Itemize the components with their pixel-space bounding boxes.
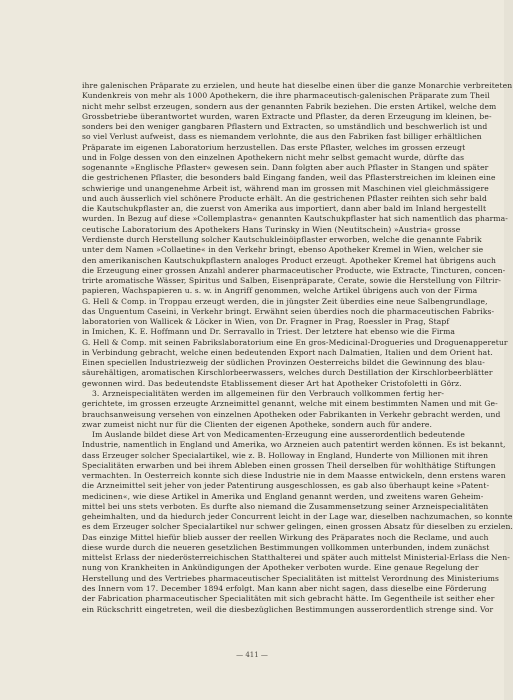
text-line: Präparate im eigenen Laboratorium herzustellen. Das erste Pflaster, welches im grossen erzeugt	[82, 142, 466, 152]
text-line: so viel Verlust aufweist, dass es niemandem verlohnte, die aus den Fabriken fast billiger erhältlichen	[82, 132, 482, 142]
text-line: mittelst Erlass der niederösterreichischen Statthalterei und später auch mittelst Ministerial-Erlass die Nen-	[82, 553, 510, 563]
text-line: papieren, Wachspapieren u. s. w. in Angriff genommen, welche Artikel übrigens auch von der Firma	[82, 286, 478, 296]
text-line: wurden. In Bezug auf diese »Collemplastra« genannten Kautschukpflaster hat sich namentlich das pharma-	[82, 214, 508, 224]
text-line: Specialitäten erwarben und bei ihrem Ableben einen grossen Theil derselben für wohlthätige Stiftungen	[82, 460, 496, 470]
text-line: G. Hell & Comp. in Troppau erzeugt werden, die in jüngster Zeit überdies eine neue Salbengrundlage,	[82, 296, 488, 306]
text-line: es dem Erzeuger solcher Specialartikel nur schwer gelingen, einen grossen Absatz für dieselben zu erzielen.	[82, 522, 513, 532]
text-line: Einen speciellen Industriezweig der südlichen Provinzen Oesterreichs bildet die Gewinnung des blau-	[82, 358, 485, 368]
text-line: sogenannte »Englische Pflaster« gewesen sein. Dann folgten aber auch Pflaster in Stangen und später	[82, 163, 489, 173]
text-line: nicht mehr selbst erzeugen, sondern aus der genannten Fabrik beziehen. Die ersten Artikel, welche dem	[82, 101, 497, 111]
text-line: 3. Arzneispecialitäten werden im allgemeinen für den Verbrauch vollkommen fertig her-	[92, 388, 444, 398]
text-line: in Verbindung gebracht, welche einen bedeutenden Export nach Dalmatien, Italien und dem Orient hat.	[82, 347, 493, 357]
text-line: Kundenkreis von mehr als 1000 Apothekern, die ihre pharmaceutisch-galenischen Präparate zum Theil	[82, 91, 490, 101]
text-line: laboratorien von Wallicek & Löcker in Wien, von Dr. Fragner in Prag, Roessler in Prag, Stapf	[82, 317, 450, 327]
text-line: Im Auslande bildet diese Art von Medicamenten-Erzeugung eine ausserordentlich bedeutende	[92, 430, 465, 440]
text-line: gerichtete, im grossen erzeugte Arzneimittel genannt, welche mit einem bestimmten Namen und mit Ge-	[82, 399, 498, 409]
text-line: Das einzige Mittel hiefür blieb ausser der reellen Wirkung des Präparates noch die Reclame, und auch	[82, 532, 489, 542]
text-line: Grossbetriebe überantwortet wurden, waren Extracte und Pflaster, da deren Erzeugung im kleinen, be-	[82, 111, 492, 121]
text-line: und in Folge dessen von den einzelnen Apothekern nicht mehr selbst gemacht wurde, dürfte das	[82, 152, 465, 162]
text-line: brauchsanweisung versehen von einzelnen Apotheken oder Fabrikanten in Verkehr gebracht werden, und	[82, 409, 501, 419]
text-line: zwar zumeist nicht nur für die Clienten der eigenen Apotheke, sondern auch für andere.	[82, 419, 432, 429]
text-line: die Erzeugung einer grossen Anzahl anderer pharmaceutischer Producte, wie Extracte, Tincturen, concen-	[82, 265, 506, 275]
text-line: ein Rückschritt eingetreten, weil die diesbezüglichen Bestimmungen ausserordentlich strenge sind. Vor	[82, 604, 494, 614]
page-number: — 411 —	[236, 651, 268, 659]
text-line: schwierige und unangenehme Arbeit ist, während man im grossen mit Maschinen viel gleichmässigere	[82, 183, 489, 193]
text-line: in Imichen, K. E. Hoffmann und Dr. Serravallo in Triest. Der letztere hat ebenso wie die Firma	[82, 327, 456, 337]
text-line: Industrie, namentlich in England und Amerika, wo Arzneien auch patentirt werden können. Es ist bekannt,	[82, 440, 506, 450]
text-line: ihre galenischen Präparate zu erzielen, und heute hat dieselbe einen über die ganze Monarchie verbreiteten	[82, 81, 513, 90]
text-line: den amerikanischen Kautschukpflastern analoges Product erzeugt. Apotheker Kremel hat übrigens auch	[82, 255, 496, 265]
text-line: des Innern vom 17. December 1894 erfolgt. Man kann aber nicht sagen, dass dieselbe eine Förderung	[82, 584, 487, 594]
text-line: die Arzneimittel seit jeher von jeder Patentirung ausgeschlossen, es gab also überhaupt keine »Patent-	[82, 481, 490, 491]
text-line: vermachten. In Oesterreich konnte sich diese Industrie nie in dem Maasse entwickeln, denn erstens waren	[82, 471, 506, 481]
text-line: die gestrichenen Pflaster, die besonders bald Eingang fanden, weil das Pflasterstreichen im kleinen eine	[82, 173, 496, 183]
text-line: dass Erzeuger solcher Specialartikel, wie z. B. Holloway in England, Hunderte von Millionen mit ihren	[82, 450, 489, 460]
text-line: die Kautschukpflaster an, die zuerst von Amerika aus importiert, dann aber bald im Inland hergestellt	[82, 204, 487, 214]
text-line: nung von Krankheiten in Ankündigungen der Apotheker verboten wurde. Eine genaue Regelung der	[82, 563, 479, 573]
text-line: ceutische Laboratorium des Apothekers Hans Turinsky in Wien (Neutitschein) »Austria« grosse	[82, 224, 461, 234]
text-line: das Unguentum Caseini, in Verkehr bringt. Erwähnt seien überdies noch die pharmaceutischen Fabriks-	[82, 306, 495, 316]
text-line: geheimhalten, und da hiedurch jeder Concurrent leicht in der Lage war, dieselben nachzumachen, so konnte	[82, 512, 513, 522]
text-line: Verdienste durch Herstellung solcher Kautschukleinöipflaster erworben, welche die genannte Fabrik	[82, 234, 482, 244]
text-line: sonders bei den weniger gangbaren Pflastern und Extracten, so umständlich und beschwerlich ist und	[82, 122, 488, 132]
text-line: mittel bei uns stets verboten. Es durfte also niemand die Zusammensetzung seiner Arzneispecialitäten	[82, 501, 489, 511]
text-line: trirte aromatische Wässer, Spiritus und Salben, Eisenpräparate, Cerate, sowie die Herstellung von Filtrir-	[82, 276, 502, 286]
body-text	[82, 81, 513, 615]
text-line: unter dem Namen »Collaetine« in den Verkehr bringt, ebenso Apotheker Kremel in Wien, welcher sie	[82, 245, 484, 255]
text-line: der Fabrication pharmaceutischer Specialitäten mit sich gebracht hätte. Im Gegentheile ist seither eher	[82, 594, 495, 604]
text-line: Herstellung und des Vertriebes pharmaceutischer Specialitäten ist mittelst Verordnung des Ministeriums	[82, 573, 499, 583]
text-line: und auch äusserlich viel schönere Producte erhält. An die gestrichenen Pflaster reihten sich sehr bald	[82, 193, 487, 203]
text-line: medicinen«, wie diese Artikel in Amerika und England genannt werden, und zweitens waren Geheim-	[82, 491, 484, 501]
text-line: diese wurde durch die neueren gesetzlichen Bestimmungen vollkommen unterbunden, indem zunächst	[82, 542, 490, 552]
text-line: G. Hell & Comp. mit seinen Fabrikslaboratorium eine En gros-Medicinal-Drogueries und Droguenapperetur	[82, 337, 508, 347]
text-line: gewonnen wird. Das bedeutendste Etablissement dieser Art hat Apotheker Cristofoletti in Görz.	[82, 378, 462, 388]
text-line: säurehältigen, aromatischen Kirschlorbeerwassers, welches durch Destillation der Kirschlorbeerblätter	[82, 368, 493, 378]
